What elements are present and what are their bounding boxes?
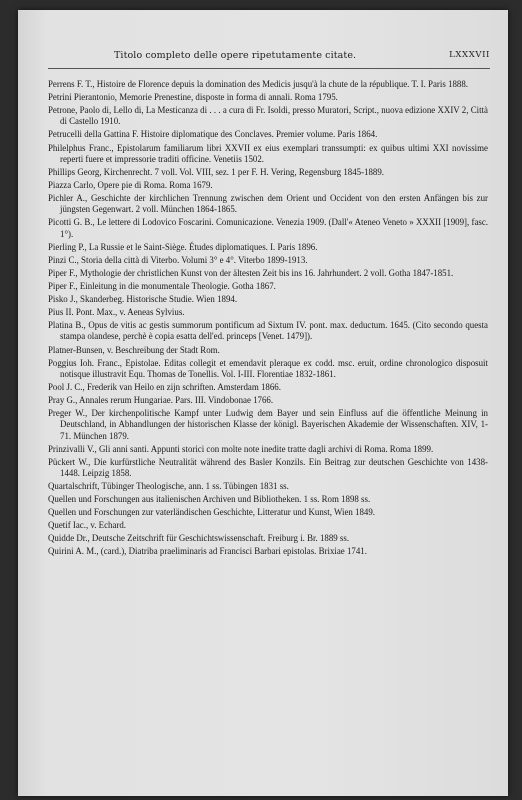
bibliography-entry: Pray G., Annales rerum Hungariae. Pars. III. Vindobonae 1766. — [48, 395, 274, 405]
bibliography-entry: Prinzivalli V., Gli anni santi. Appunti storici con molte note inedite tratte dagli archivi di Roma. Roma 1899. — [48, 443, 434, 454]
bibliography-entry: Poggius Ioh. Franc., Epistolae. Editas collegit et emendavit pleraque ex codd. msc. eruit, ordine chronologico disposuit notisque illustravit Equ. Thomas de Tonellis. Vol. I-III. Florentiae 1832-1861. — [48, 357, 488, 379]
bibliography-entry: Petrucelli della Gattina F. Histoire diplomatique des Conclaves. Premier volume. Paris 1864. — [48, 129, 378, 140]
header-rule — [48, 68, 490, 69]
bibliography-entry: Picotti G. B., Le lettere di Lodovico Foscarini. Comunicazione. Venezia 1909. (Dall'« Ateneo Veneto » XXXII [1909], fasc. 1°). — [48, 217, 488, 239]
running-header — [48, 50, 490, 64]
bibliography-entry: Piper F., Einleitung in die monumentale Theologie. Gotha 1867. — [48, 280, 276, 291]
bibliography-entry: Philelphus Franc., Epistolarum familiarum libri XXVII ex eius exemplari transsumpti: ex quibus ultimi XXI novissime reperti fuere et impressorie traditi officine. Venetiis 1502. — [48, 142, 488, 164]
bibliography-entry: Quidde Dr., Deutsche Zeitschrift für Geschichtswissenschaft. Freiburg i. Br. 1889 ss. — [48, 533, 350, 544]
bibliography-entry: Quartalschrift, Tübinger Theologische, ann. 1 ss. Tübingen 1831 ss. — [48, 480, 289, 491]
bibliography-entry: Pius II. Pont. Max., v. Aeneas Sylvius. — [48, 307, 185, 318]
bibliography-entry: Piazza Carlo, Opere pie di Roma. Roma 1679. — [48, 179, 213, 190]
running-title: Titolo completo delle opere ripetutamente citate. — [114, 50, 357, 61]
bibliography-entry: Platina B., Opus de vitis ac gestis summorum pontificum ad Sixtum IV. pont. max. deductum. 1645. (Cito secondo questa stampa olandese, perchè è copia esatta dell'ed. princeps [Venet. 1479]). — [48, 320, 488, 342]
bibliography-entry: Pichler A., Geschichte der kirchlichen Trennung zwischen dem Orient und Occident von den ersten Anfängen bis zur jüngsten Gegenwart. 2 voll. München 1864-1865. — [48, 193, 488, 215]
bibliography-entry: Quellen und Forschungen aus italienischen Archiven und Bibliotheken. 1 ss. Rom 1898 ss. — [48, 494, 371, 505]
bibliography-entry: Perrens F. T., Histoire de Florence depuis la domination des Medicis jusqu'à la chute de la république. T. I. Paris 1888. — [48, 79, 468, 89]
bibliography-entry: Platner-Bunsen, v. Beschreibung der Stadt Rom. — [48, 344, 220, 355]
bibliography-entry: Piper F., Mythologie der christlichen Kunst von der ältesten Zeit bis ins 16. Jahrhundert. 2 voll. Gotha 1847-1851. — [48, 267, 454, 278]
bibliography-entry: Quellen und Forschungen zur vaterländischen Geschichte, Litteratur und Kunst, Wien 1849. — [48, 507, 376, 518]
bibliography-list — [48, 79, 488, 560]
bibliography-entry: Petrini Pierantonio, Memorie Prenestine, disposte in forma di annali. Roma 1795. — [48, 92, 338, 103]
page-number: LXXXVII — [449, 50, 490, 60]
bibliography-entry: Quirini A. M., (card.), Diatriba praeliminaris ad Francisci Barbari epistolas. Brixiae 1741. — [48, 546, 367, 557]
bibliography-entry: Petrone, Paolo di, Lello di, La Mesticanza di . . . a cura di Fr. Isoldi, presso Muratori, Script., nuova edizione XXIV 2, Città di Castello 1910. — [48, 105, 488, 127]
bibliography-entry: Pool J. C., Frederik van Heilo en zijn schriften. Amsterdam 1866. — [48, 381, 281, 392]
bibliography-entry: Preger W., Der kirchenpolitische Kampf unter Ludwig dem Bayer und sein Einfluss auf die öffentliche Meinung in Deutschland, in Abhandlungen der historischen Klasse der königl. Bayerischen Akademie der Wissenschaften. XIV, 1-71. München 1879. — [48, 408, 488, 441]
bibliography-entry: Quetif Iac., v. Echard. — [48, 520, 127, 531]
bibliography-entry: Pierling P., La Russie et le Saint-Siège. Études diplomatiques. I. Paris 1896. — [48, 241, 318, 252]
bibliography-entry: Pinzi C., Storia della città di Viterbo. Volumi 3° e 4°. Viterbo 1899-1913. — [48, 254, 308, 265]
bibliography-entry: Pisko J., Skanderbeg. Historische Studie. Wien 1894. — [48, 294, 238, 305]
bibliography-entry: Phillips Georg, Kirchenrecht. 7 voll. Vol. VIII, sez. 1 per F. H. Vering, Regensburg 1845-1889. — [48, 166, 385, 177]
bibliography-entry: Pückert W., Die kurfürstliche Neutralität während des Basler Konzils. Ein Beitrag zur deutschen Geschichte von 1438-1448. Leipzig 1858. — [48, 456, 488, 478]
book-page — [18, 10, 508, 796]
